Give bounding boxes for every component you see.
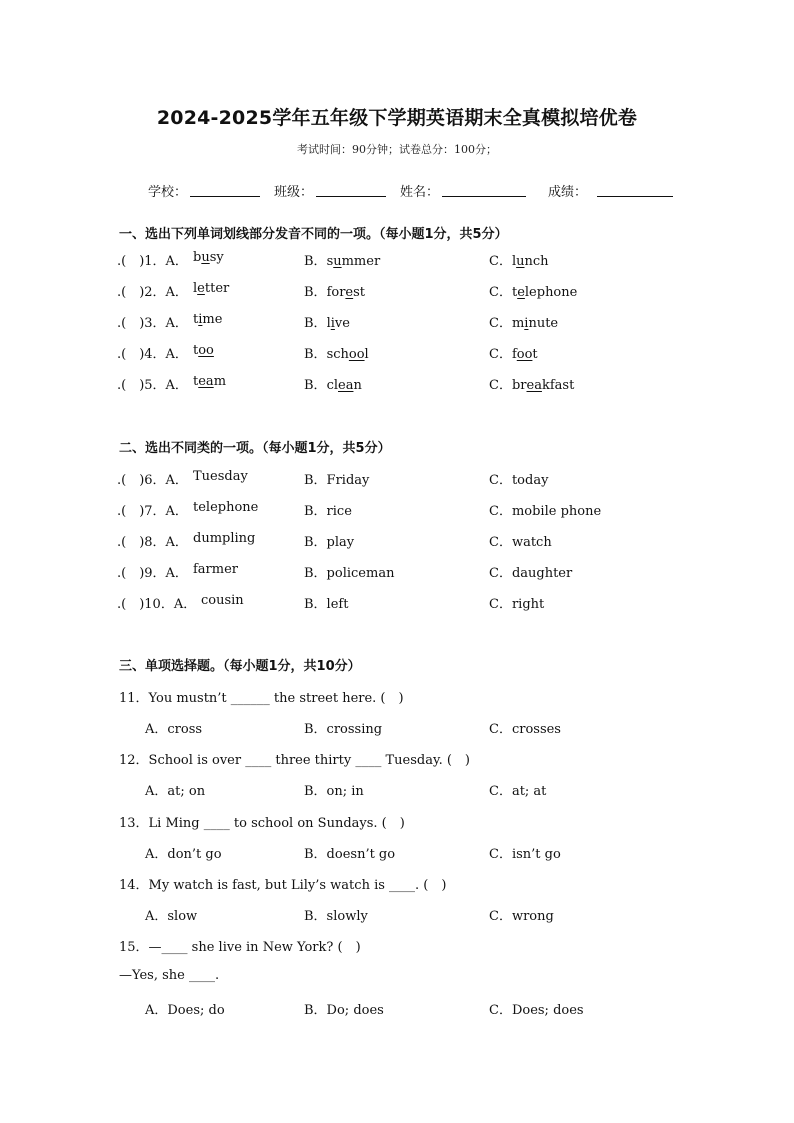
option-c[interactable]: C．Does; does xyxy=(489,1003,584,1018)
options-row xyxy=(0,843,794,861)
question-row xyxy=(0,593,794,611)
question-row xyxy=(0,531,794,549)
school-blank[interactable] xyxy=(190,196,260,197)
underlined-letters: e xyxy=(517,285,525,300)
question-number: .( )3．A． xyxy=(117,316,188,331)
question-row xyxy=(0,562,794,580)
underlined-letters: oo xyxy=(516,347,533,362)
underlined-letters: e xyxy=(197,281,205,296)
underlined-letters: ea xyxy=(198,374,214,389)
option-b: B．play xyxy=(304,535,355,550)
option-c[interactable]: C．isn’t go xyxy=(489,847,561,862)
option-a: too xyxy=(193,343,214,358)
option-c: C．today xyxy=(489,473,549,488)
underlined-letters: u xyxy=(516,254,525,269)
name-label: 姓名： xyxy=(400,185,440,200)
option-b: B．left xyxy=(304,597,349,612)
option-c[interactable]: C．wrong xyxy=(489,909,554,924)
option-b[interactable]: B．crossing xyxy=(304,722,383,737)
option-b[interactable]: B．slowly xyxy=(304,909,368,924)
question-number: .( )5．A． xyxy=(117,378,188,393)
question-stem: 14．My watch is fast, but Lily’s watch is ____. ( ) xyxy=(119,878,447,893)
exam-subtitle: 考试时间：90分钟；试卷总分：100分； xyxy=(297,143,497,156)
underlined-letters: i xyxy=(524,316,529,331)
question-number: .( )7．A． xyxy=(117,504,188,519)
section3-heading: 三、单项选择题。（每小题1分，共10分） xyxy=(119,659,361,674)
underlined-letters: e xyxy=(345,285,354,300)
section2-heading: 二、选出不同类的一项。（每小题1分，共5分） xyxy=(119,441,391,456)
option-c: C．foot xyxy=(489,347,538,362)
option-a: telephone xyxy=(193,500,259,515)
option-c: C．right xyxy=(489,597,545,612)
question-number: .( )10．A． xyxy=(117,597,197,612)
question-row xyxy=(0,281,794,299)
options-row xyxy=(0,999,794,1017)
underlined-letters: oo xyxy=(348,347,365,362)
answer-line: —Yes, she ____. xyxy=(119,968,220,983)
option-b: B．policeman xyxy=(304,566,395,581)
score-label: 成绩： xyxy=(548,185,588,200)
class-blank[interactable] xyxy=(316,196,386,197)
question-row xyxy=(0,312,794,330)
option-a: dumpling xyxy=(193,531,256,546)
option-c: C．breakfast xyxy=(489,378,575,393)
option-b: B．live xyxy=(304,316,350,331)
option-a: letter xyxy=(193,281,230,296)
option-a[interactable]: A．don’t go xyxy=(145,847,222,862)
option-a: time xyxy=(193,312,223,327)
question-number: .( )6．A． xyxy=(117,473,188,488)
underlined-letters: oo xyxy=(198,343,214,358)
question-row xyxy=(0,374,794,392)
option-b: B．Friday xyxy=(304,473,370,488)
option-c: C．lunch xyxy=(489,254,549,269)
options-row xyxy=(0,780,794,798)
question-row xyxy=(0,250,794,268)
question-stem: 13．Li Ming ____ to school on Sundays. ( ) xyxy=(119,816,405,831)
option-a: cousin xyxy=(201,593,244,608)
option-a: busy xyxy=(193,250,224,265)
option-b: B．forest xyxy=(304,285,366,300)
underlined-letters: u xyxy=(333,254,342,269)
option-c: C．minute xyxy=(489,316,559,331)
option-b[interactable]: B．Do; does xyxy=(304,1003,384,1018)
option-a: farmer xyxy=(193,562,239,577)
option-b: B．school xyxy=(304,347,369,362)
underlined-letters: i xyxy=(198,312,203,327)
option-c: C．watch xyxy=(489,535,552,550)
underlined-letters: u xyxy=(201,250,210,265)
option-b[interactable]: B．doesn’t go xyxy=(304,847,396,862)
question-number: .( )8．A． xyxy=(117,535,188,550)
class-label: 班级： xyxy=(274,185,314,200)
option-a: Tuesday xyxy=(193,469,248,484)
option-b: B．rice xyxy=(304,504,352,519)
option-b[interactable]: B．on; in xyxy=(304,784,364,799)
option-c[interactable]: C．at; at xyxy=(489,784,547,799)
school-label: 学校： xyxy=(148,185,188,200)
option-a[interactable]: A．slow xyxy=(145,909,198,924)
question-stem: 11．You mustn’t ______ the street here. ( ) xyxy=(119,691,404,706)
option-a[interactable]: A．cross xyxy=(145,722,203,737)
question-number: .( )1．A． xyxy=(117,254,188,269)
name-blank[interactable] xyxy=(442,196,526,197)
options-row xyxy=(0,905,794,923)
option-a: team xyxy=(193,374,227,389)
question-stem: 12．School is over ____ three thirty ____ Tuesday. ( ) xyxy=(119,753,470,768)
score-blank[interactable] xyxy=(597,196,673,197)
question-number: .( )9．A． xyxy=(117,566,188,581)
underlined-letters: ea xyxy=(526,378,542,393)
option-a[interactable]: A．at; on xyxy=(145,784,206,799)
question-stem: 15．—____ she live in New York? ( ) xyxy=(119,940,361,955)
question-row xyxy=(0,469,794,487)
option-c: C．mobile phone xyxy=(489,504,602,519)
question-row xyxy=(0,500,794,518)
option-a[interactable]: A．Does; do xyxy=(145,1003,225,1018)
exam-title: 2024-2025学年五年级下学期英语期末全真模拟培优卷 xyxy=(156,107,638,129)
option-b: B．clean xyxy=(304,378,362,393)
question-number: .( )4．A． xyxy=(117,347,188,362)
option-b: B．summer xyxy=(304,254,381,269)
option-c: C．telephone xyxy=(489,285,578,300)
option-c[interactable]: C．crosses xyxy=(489,722,561,737)
student-info xyxy=(0,181,794,201)
option-c: C．daughter xyxy=(489,566,573,581)
underlined-letters: ea xyxy=(338,378,354,393)
question-number: .( )2．A． xyxy=(117,285,188,300)
section1-heading: 一、选出下列单词划线部分发音不同的一项。（每小题1分，共5分） xyxy=(119,227,508,242)
options-row xyxy=(0,718,794,736)
underlined-letters: i xyxy=(330,316,335,331)
question-row xyxy=(0,343,794,361)
